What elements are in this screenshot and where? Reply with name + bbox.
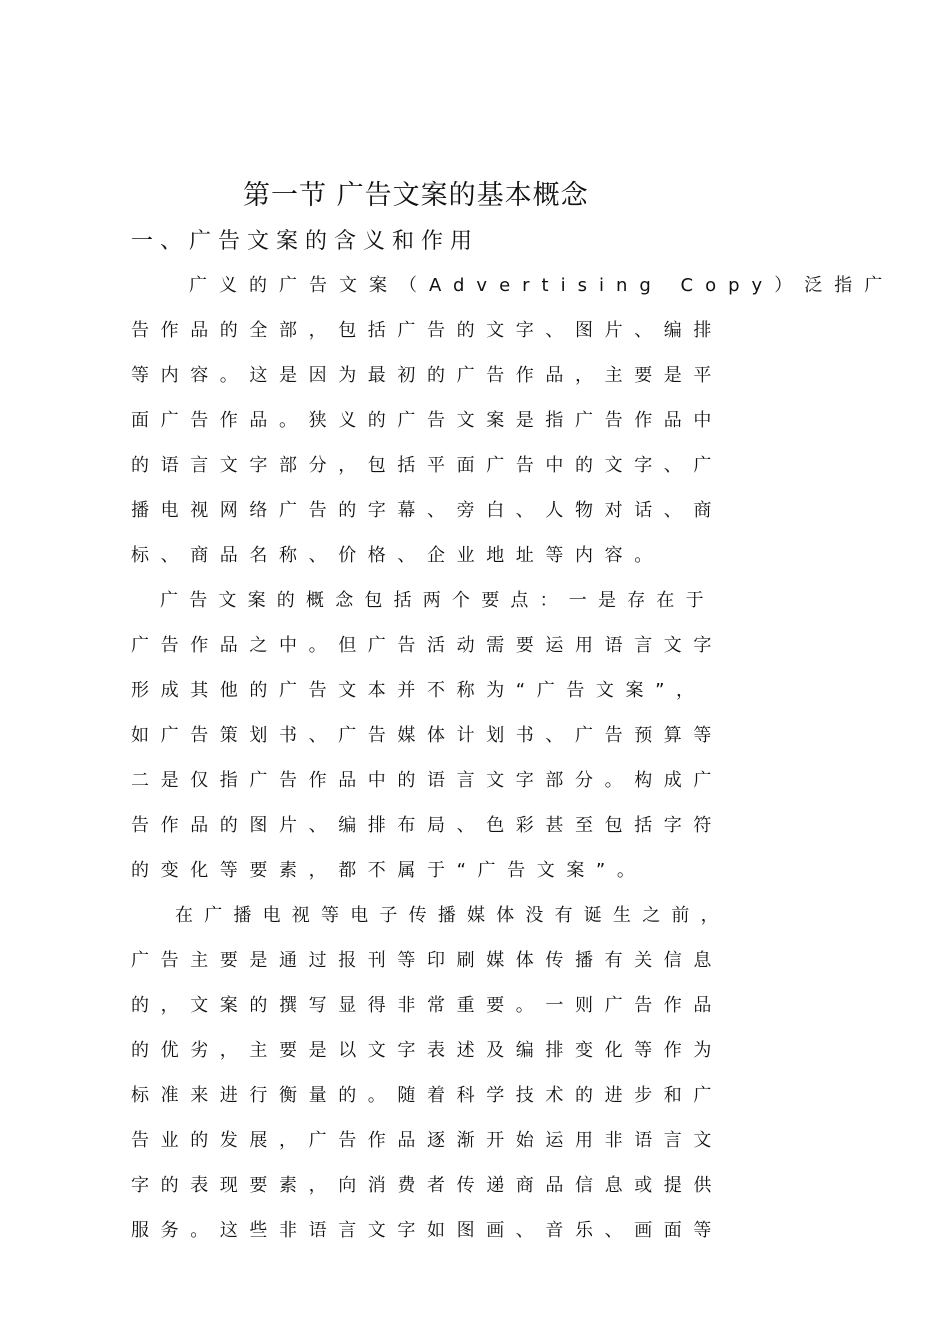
paragraph-line: 二是仅指广告作品中的语言文字部分。构成广	[131, 770, 723, 791]
paragraph-line: 字的表现要素，向消费者传递商品信息或提供	[131, 1175, 723, 1196]
paragraph-line: 告业的发展，广告作品逐渐开始运用非语言文	[131, 1130, 723, 1151]
paragraph-line: 面广告作品。狭义的广告文案是指广告作品中	[131, 410, 723, 431]
paragraph-line: 的优劣，主要是以文字表述及编排变化等作为	[131, 1040, 723, 1061]
paragraph-line: 广告作品之中。但广告活动需要运用语言文字	[131, 635, 723, 656]
paragraph-line: 等内容。这是因为最初的广告作品，主要是平	[131, 365, 723, 386]
paragraph-line: 的，文案的撰写显得非常重要。一则广告作品	[131, 995, 723, 1016]
paragraph-line: 标准来进行衡量的。随着科学技术的进步和广	[131, 1085, 723, 1106]
paragraph-line: 广义的广告文案（Advertising Copy）泛指广	[189, 275, 895, 296]
subsection-heading: 一、广告文案的含义和作用	[131, 229, 480, 254]
paragraph-line: 广告主要是通过报刊等印刷媒体传播有关信息	[131, 950, 723, 971]
section-title: 第一节 广告文案的基本概念	[243, 180, 589, 211]
paragraph-line: 告作品的全部，包括广告的文字、图片、编排	[131, 320, 723, 341]
paragraph-line: 标、商品名称、价格、企业地址等内容。	[131, 545, 664, 566]
paragraph-line: 广告文案的概念包括两个要点：一是存在于	[160, 590, 715, 611]
paragraph-line: 播电视网络广告的字幕、旁白、人物对话、商	[131, 500, 723, 521]
paragraph-line: 形成其他的广告文本并不称为“广告文案”，	[131, 680, 706, 701]
paragraph-line: 服务。这些非语言文字如图画、音乐、画面等	[131, 1220, 723, 1241]
paragraph-line: 的语言文字部分，包括平面广告中的文字、广	[131, 455, 723, 476]
paragraph-line: 在广播电视等电子传播媒体没有诞生之前，	[175, 905, 730, 926]
paragraph-line: 告作品的图片、编排布局、色彩甚至包括字符	[131, 815, 723, 836]
paragraph-line: 如广告策划书、广告媒体计划书、广告预算等	[131, 725, 723, 746]
paragraph-line: 的变化等要素，都不属于“广告文案”。	[131, 860, 647, 881]
